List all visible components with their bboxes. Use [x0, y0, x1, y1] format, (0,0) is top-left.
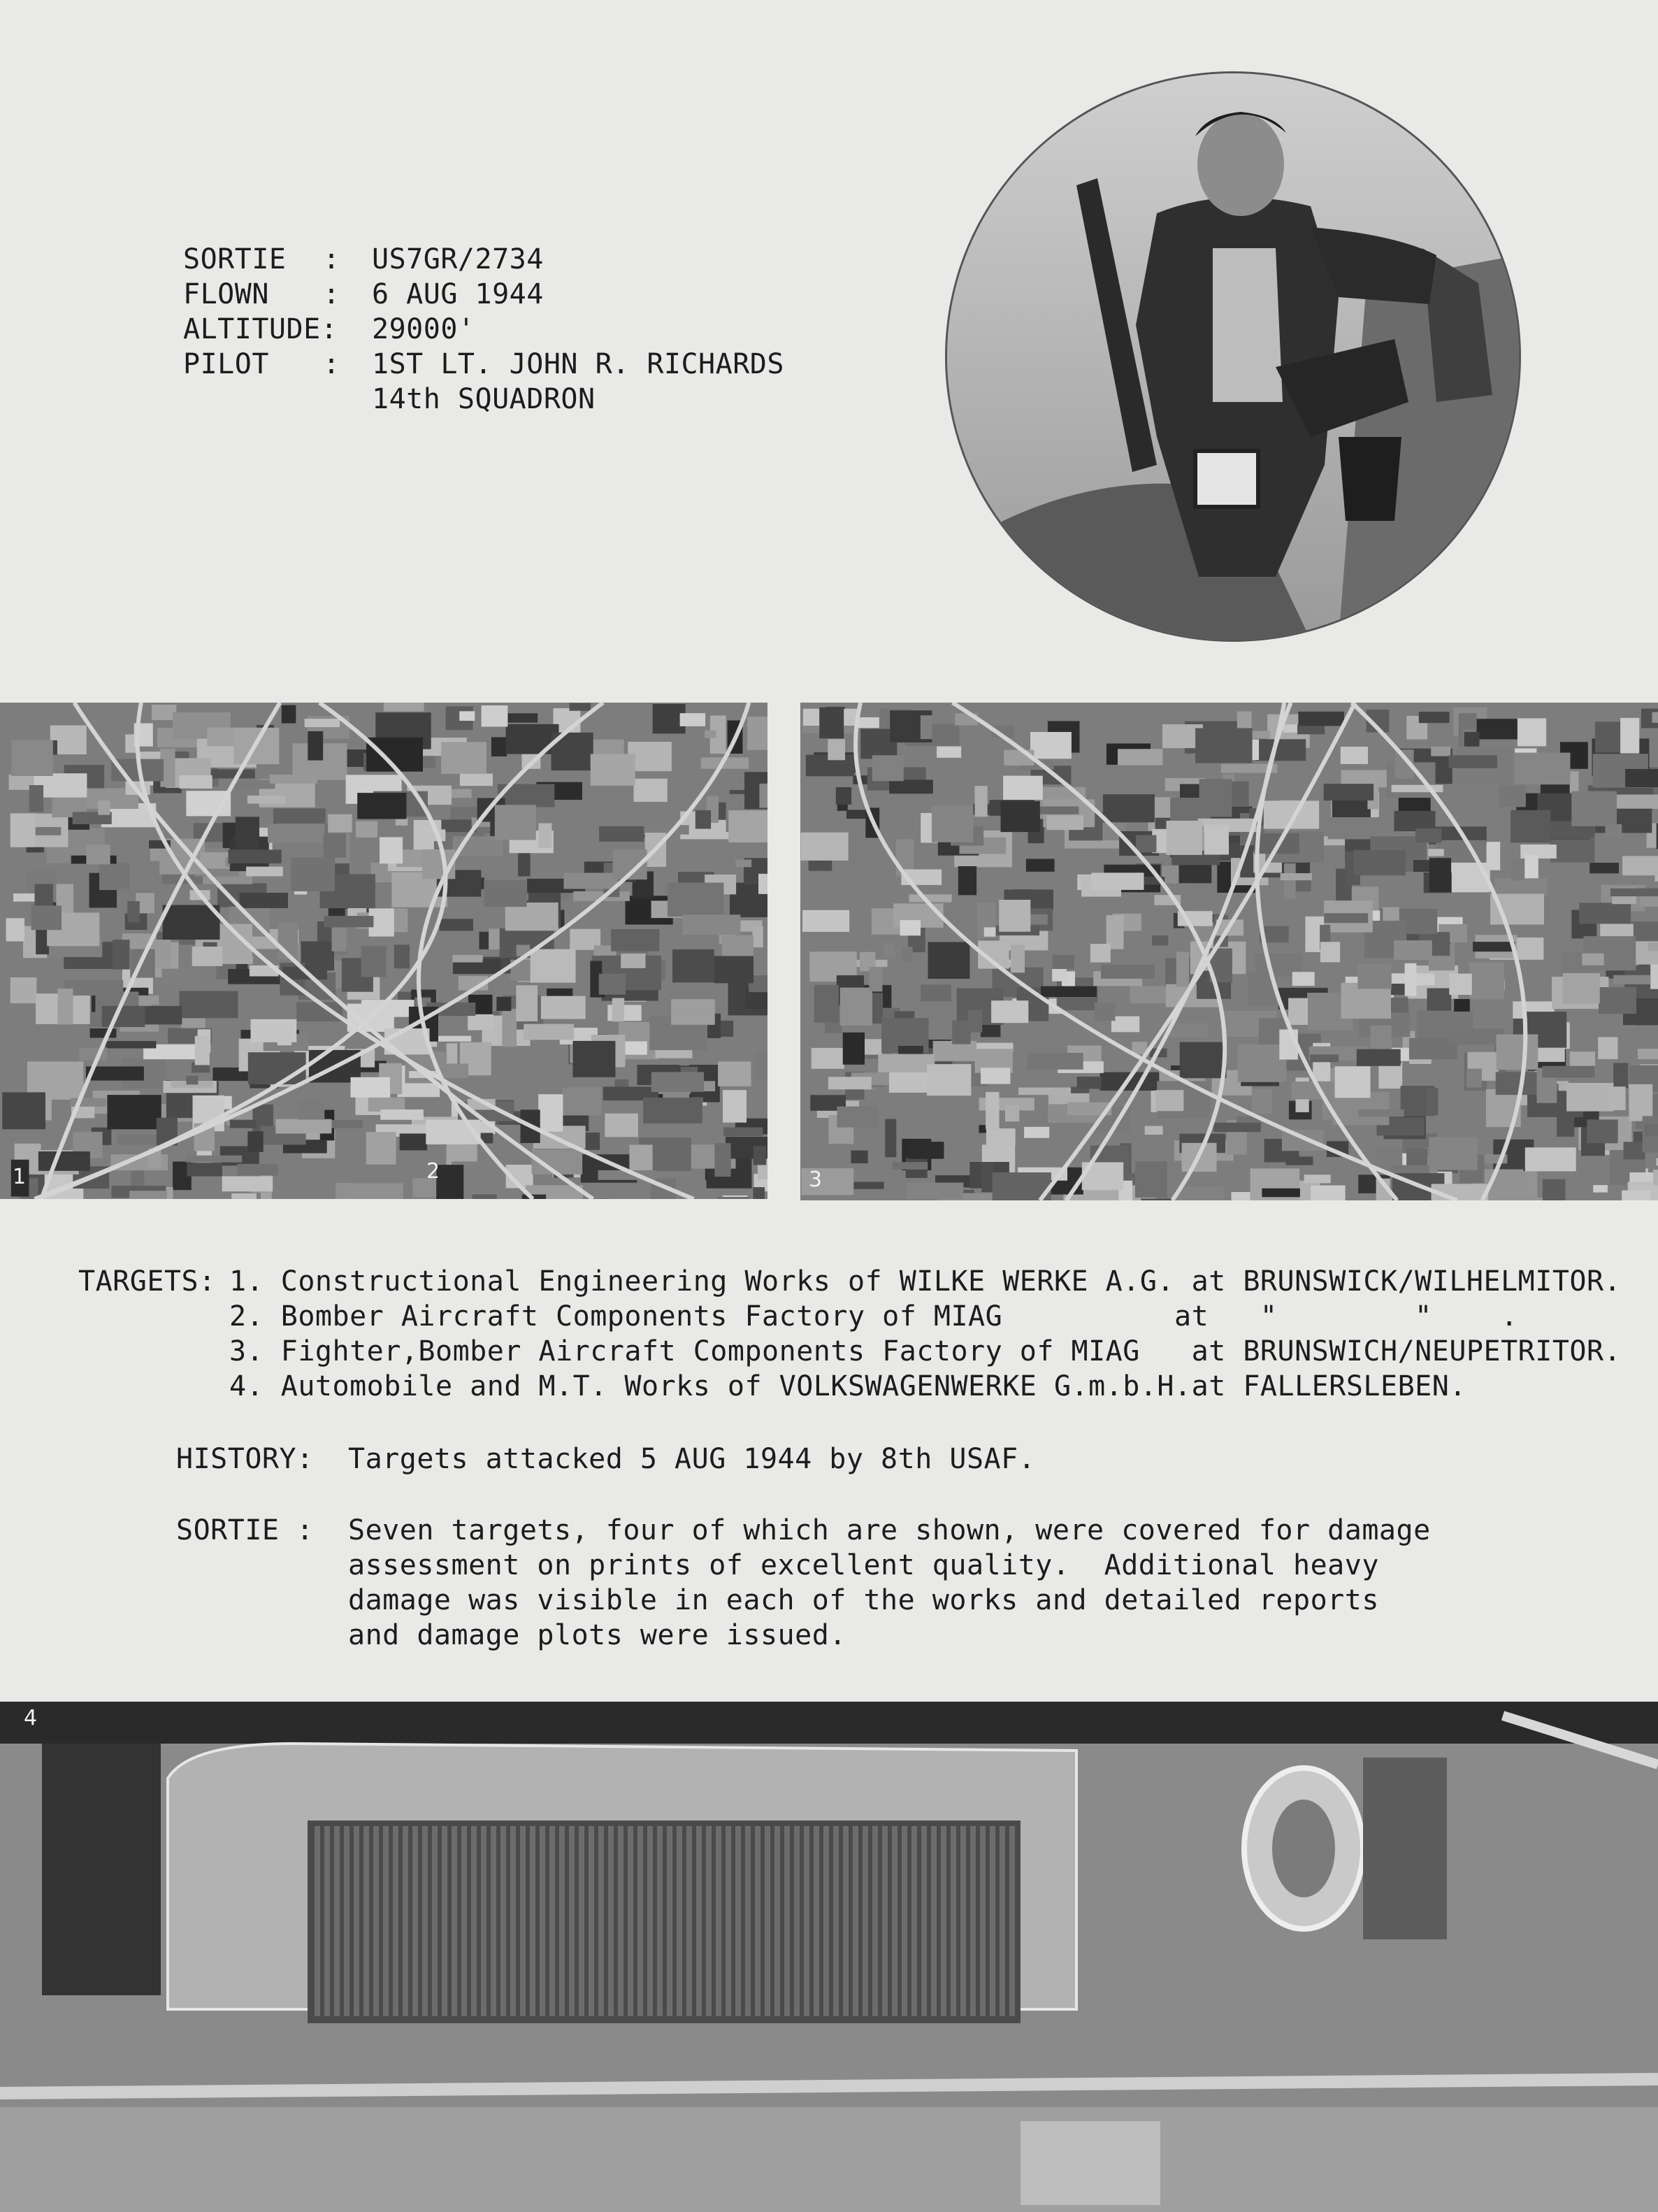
- target-item-3: 3. Fighter,Bomber Aircraft Components Factory of MIAG at BRUNSWICH/NEUPETRITOR.: [229, 1335, 1622, 1367]
- sortie-note-line-1: Seven targets, four of which are shown, were covered for damage: [348, 1514, 1431, 1546]
- aerial-photo-targets-1-2: [0, 703, 767, 1199]
- history-label: HISTORY:: [176, 1443, 314, 1475]
- flown-value: 6 AUG 1944: [372, 278, 544, 310]
- aerial-photo-target-4: [0, 1702, 1658, 2212]
- sortie-value: US7GR/2734: [372, 243, 544, 275]
- photo-number-2: 2: [426, 1159, 440, 1184]
- history-block: [176, 1442, 1574, 1477]
- flown-separator: :: [323, 278, 340, 310]
- target-item-4: 4. Automobile and M.T. Works of VOLKSWAGENWERKE G.m.b.H.at FALLERSLEBEN.: [229, 1370, 1466, 1402]
- photo-number-3: 3: [809, 1168, 823, 1192]
- targets-list: [78, 1264, 1658, 1425]
- flown-label: FLOWN: [183, 278, 269, 310]
- squadron-value: 14th SQUADRON: [372, 383, 596, 415]
- sortie-separator: :: [323, 243, 340, 275]
- targets-label: TARGETS:: [78, 1265, 216, 1298]
- sortie-note-label: SORTIE :: [176, 1514, 314, 1546]
- photo-number-1: 1: [13, 1165, 27, 1189]
- pilot-separator: :: [323, 348, 340, 380]
- pilot-label: PILOT: [183, 348, 269, 380]
- pilot-value: 1ST LT. JOHN R. RICHARDS: [372, 348, 784, 380]
- altitude-value: 29000': [372, 313, 475, 345]
- altitude-label: ALTITUDE:: [183, 313, 338, 345]
- aerial-photo-target-3: [800, 703, 1658, 1200]
- target-item-1: 1. Constructional Engineering Works of WILKE WERKE A.G. at BRUNSWICK/WILHELMITOR.: [229, 1265, 1622, 1298]
- sortie-note-line-2: assessment on prints of excellent quality. Additional heavy: [348, 1549, 1379, 1581]
- sortie-label: SORTIE: [183, 243, 287, 275]
- sortie-note-line-3: damage was visible in each of the works and detailed reports: [348, 1584, 1379, 1616]
- pilot-portrait-photo: [945, 71, 1521, 642]
- sortie-note-line-4: and damage plots were issued.: [348, 1619, 846, 1651]
- history-value: Targets attacked 5 AUG 1944 by 8th USAF.: [348, 1443, 1036, 1475]
- target-item-2: 2. Bomber Aircraft Components Factory of MIAG at " " .: [229, 1300, 1518, 1333]
- photo-number-4: 4: [24, 1706, 38, 1730]
- sortie-note-block: [176, 1513, 1574, 1667]
- sortie-info-block: [183, 242, 882, 424]
